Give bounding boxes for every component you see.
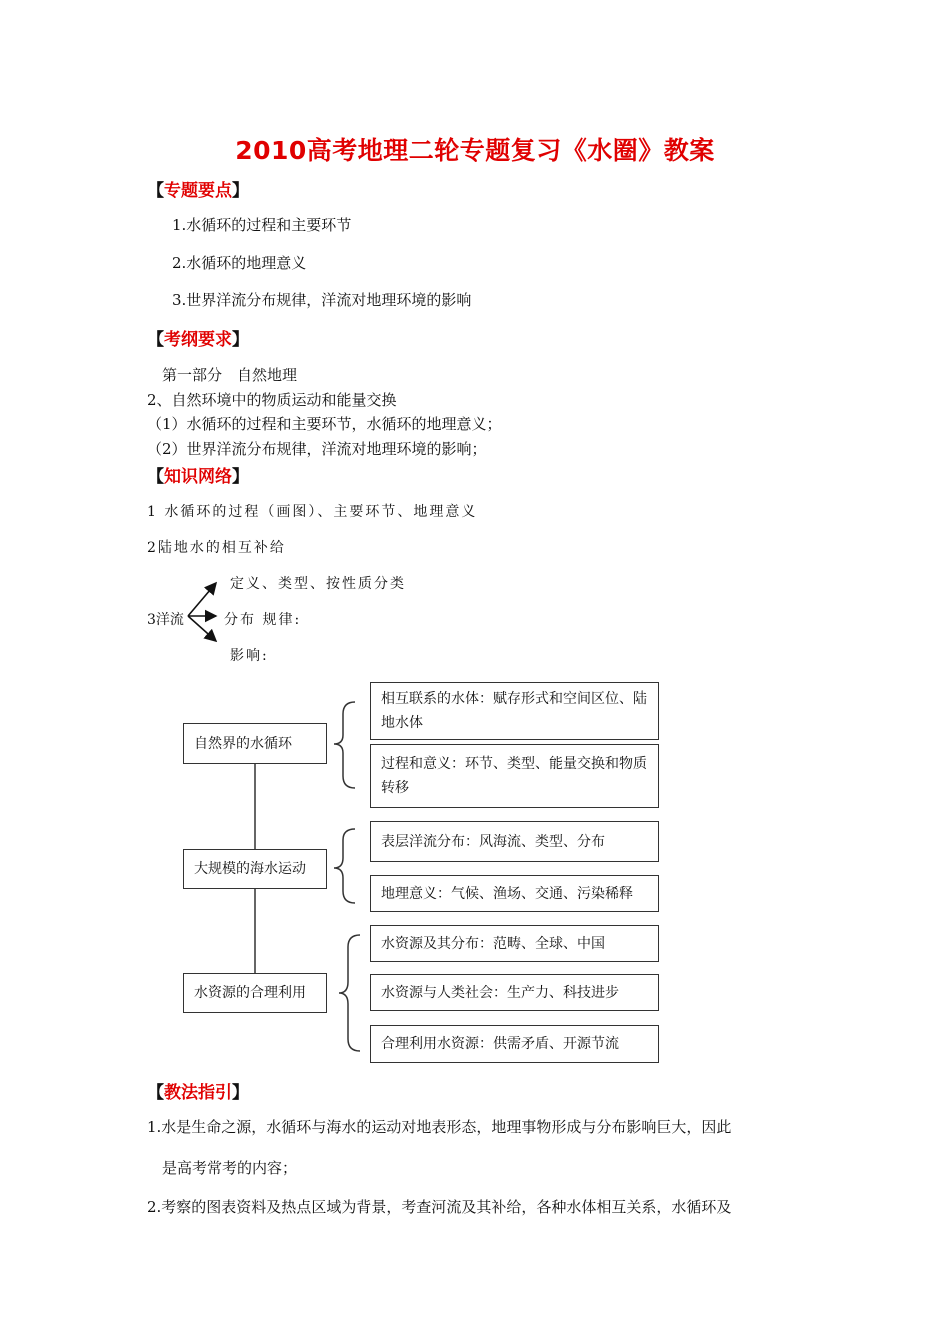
key-point-item: 3.世界洋流分布规律，洋流对地理环境的影响 <box>172 291 472 309</box>
syllabus-line: 2、自然环境中的物质运动和能量交换 <box>147 391 397 409</box>
diagram-item-box: 相互联系的水体：赋存形式和空间区位、陆地水体 <box>370 682 659 740</box>
ocean-branch-definition: 定义、类型、按性质分类 <box>230 576 406 592</box>
ocean-current-label: 3洋流 <box>147 612 184 628</box>
diagram-item-box: 合理利用水资源：供需矛盾、开源节流 <box>370 1025 659 1063</box>
teaching-paragraph-1-line-1: 1.水是生命之源，水循环与海水的运动对地表形态，地理事物形成与分布影响巨大，因此 <box>147 1118 732 1136</box>
diagram-item-box: 水资源及其分布：范畴、全球、中国 <box>370 925 659 962</box>
brace-3 <box>339 935 360 1051</box>
diagram-group-box: 自然界的水循环 <box>183 723 327 764</box>
ocean-branch-distribution: 分布 规律: <box>224 612 302 628</box>
syllabus-part: 第一部分 自然地理 <box>162 366 298 384</box>
diagram-item-box: 水资源与人类社会：生产力、科技进步 <box>370 974 659 1011</box>
diagram-item-box: 地理意义：气候、渔场、交通、污染稀释 <box>370 875 659 912</box>
diagram-group-box: 水资源的合理利用 <box>183 973 327 1013</box>
section-header-teaching: 【教法指引】 <box>147 1083 249 1103</box>
diagram-group-box: 大规模的海水运动 <box>183 849 327 889</box>
diagram-item-box: 过程和意义：环节、类型、能量交换和物质转移 <box>370 744 659 808</box>
brace-1 <box>334 702 355 788</box>
brace-2 <box>334 829 355 903</box>
section-header-syllabus: 【考纲要求】 <box>147 330 249 350</box>
page-title: 2010高考地理二轮专题复习《水圈》教案 <box>235 136 715 165</box>
teaching-paragraph-2-line-1: 2.考察的图表资料及热点区域为背景，考查河流及其补给，各种水体相互关系，水循环及 <box>147 1198 732 1216</box>
syllabus-line: （1）水循环的过程和主要环节，水循环的地理意义； <box>147 415 502 433</box>
diagram-item-box: 表层洋流分布：风海流、类型、分布 <box>370 821 659 862</box>
key-point-item: 1.水循环的过程和主要环节 <box>172 216 352 234</box>
network-line-2: 2陆地水的相互补给 <box>147 540 286 556</box>
network-line-1: 1 水循环的过程（画图）、主要环节、地理意义 <box>147 504 478 520</box>
syllabus-line: （2）世界洋流分布规律，洋流对地理环境的影响； <box>147 440 487 458</box>
key-point-item: 2.水循环的地理意义 <box>172 254 307 272</box>
section-header-network: 【知识网络】 <box>147 467 249 487</box>
section-header-key-points: 【专题要点】 <box>147 181 249 201</box>
ocean-branch-impact: 影响: <box>230 648 269 664</box>
teaching-paragraph-1-line-2: 是高考常考的内容； <box>162 1159 298 1177</box>
